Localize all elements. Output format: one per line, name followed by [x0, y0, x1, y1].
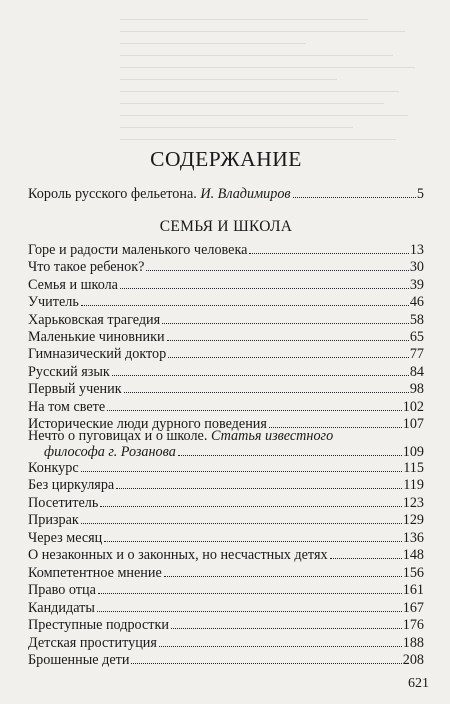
toc-page-number: 136	[402, 529, 424, 546]
toc-entry[interactable]	[28, 329, 424, 346]
toc-page-number: 156	[402, 564, 424, 581]
leader-dots	[120, 288, 409, 289]
toc-page-number: 30	[409, 259, 424, 276]
leader-dots	[100, 506, 401, 507]
special-title-italic-2: философа г. Розанова	[44, 444, 176, 460]
toc-entry-title: О незаконных и о законных, но несчастных детях	[28, 547, 328, 564]
page-number: 621	[408, 676, 429, 691]
toc-entry-title: Преступные подростки	[28, 617, 169, 634]
toc-entry-title: Право отца	[28, 582, 96, 599]
leader-dots	[171, 628, 402, 629]
toc-entry-title: Конкурс	[28, 460, 79, 476]
toc-entry[interactable]	[28, 530, 424, 547]
leader-dots	[124, 392, 409, 393]
toc-entry-title: Через месяц	[28, 529, 103, 546]
toc-entry[interactable]	[28, 259, 424, 276]
leader-dots	[146, 270, 408, 271]
toc-entry-title: Русский язык	[28, 363, 110, 380]
leader-dots	[116, 488, 402, 489]
toc-page-number: 208	[402, 651, 424, 668]
toc-page-number: 58	[409, 311, 424, 328]
leader-dots	[249, 253, 408, 254]
toc-entry-title: Гимназический доктор	[28, 346, 167, 363]
toc-page-number: 84	[409, 363, 424, 380]
toc-entry-title: Учитель	[28, 294, 79, 311]
toc-entry-title: На том свете	[28, 398, 106, 415]
leader-dots	[112, 375, 409, 376]
leader-dots	[178, 455, 402, 456]
toc-entry[interactable]	[28, 477, 424, 494]
toc-page-number: 115	[403, 460, 424, 476]
toc-page-number: 109	[402, 444, 424, 460]
intro-author: И. Владимиров	[200, 186, 291, 202]
toc-entry[interactable]	[28, 652, 424, 669]
toc-entry[interactable]	[28, 346, 424, 363]
section-title: СЕМЬЯ И ШКОЛА	[159, 218, 293, 235]
toc-entry[interactable]	[28, 399, 424, 416]
toc-entry-title: Первый ученик	[28, 381, 122, 398]
toc-page-number: 102	[402, 398, 424, 415]
toc-entry[interactable]	[28, 565, 424, 582]
toc-entry[interactable]	[28, 242, 424, 259]
leader-dots	[98, 593, 402, 594]
toc-page-number: 39	[409, 276, 424, 293]
toc-entry-special-line2[interactable]	[44, 444, 424, 461]
leader-dots	[330, 558, 402, 559]
toc-page-number: 123	[402, 494, 424, 511]
toc-entry[interactable]	[28, 381, 424, 398]
toc-page-number: 167	[402, 599, 424, 616]
toc-entry-title: Кандидаты	[28, 599, 95, 616]
toc-entry-title: Харьковская трагедия	[28, 311, 161, 328]
toc-entry-title: Что такое ребенок?	[28, 259, 145, 276]
toc-page-number: 107	[402, 416, 424, 432]
leader-dots	[131, 663, 401, 664]
intro-title: Король русского фельетона.	[28, 186, 201, 202]
leader-dots	[81, 523, 402, 524]
toc-entry[interactable]	[28, 294, 424, 311]
toc-entry[interactable]	[28, 635, 424, 652]
toc-entry-title	[44, 444, 176, 461]
toc-entry-title: Детская проституция	[28, 634, 157, 651]
toc-entry[interactable]	[28, 617, 424, 634]
toc-page-number: 176	[402, 617, 424, 634]
toc-entry[interactable]	[28, 600, 424, 617]
leader-dots	[159, 646, 402, 647]
toc-entry[interactable]	[28, 460, 424, 477]
toc-entry-intro[interactable]	[28, 186, 424, 203]
leader-dots	[164, 576, 402, 577]
leader-dots	[162, 323, 409, 324]
toc-page-number: 77	[409, 346, 424, 363]
toc-page-number: 5	[416, 186, 424, 202]
leader-dots	[167, 340, 409, 341]
toc-entry-title: Семья и школа	[28, 276, 118, 293]
toc-entry-title: Маленькие чиновники	[28, 329, 165, 345]
leader-dots	[293, 197, 416, 198]
toc-page-number: 13	[409, 242, 424, 258]
toc-page-number: 129	[402, 512, 424, 529]
toc-page-number: 46	[409, 294, 424, 311]
toc-page-number: 188	[402, 634, 424, 651]
toc-entry[interactable]	[28, 495, 424, 512]
toc-entry-title: Компетентное мнение	[28, 564, 162, 581]
toc-entry[interactable]	[28, 364, 424, 381]
leader-dots	[104, 541, 401, 542]
leader-dots	[168, 357, 409, 358]
toc-entry-special-line1[interactable]	[28, 428, 424, 445]
toc-entry-title	[28, 186, 291, 203]
leader-dots	[97, 611, 402, 612]
show-through-text	[120, 8, 430, 158]
toc-page-number: 119	[403, 477, 424, 494]
toc-entry[interactable]	[28, 547, 424, 564]
toc-entry[interactable]	[28, 582, 424, 599]
toc-page-number: 161	[402, 582, 424, 599]
toc-entry[interactable]	[28, 312, 424, 329]
toc-entry-title: Без циркуляра	[28, 477, 115, 494]
toc-page-number: 98	[409, 381, 424, 398]
toc-entry-title: Брошенные дети	[28, 651, 130, 668]
special-title-italic: Статья известного	[210, 428, 334, 444]
toc-entry-title: Горе и радости маленького человека	[28, 242, 248, 258]
toc-entry-title: Призрак	[28, 512, 79, 529]
page-title: СОДЕРЖАНИЕ	[150, 147, 302, 171]
toc-entry-title: Посетитель	[28, 494, 99, 511]
toc-page-number: 65	[409, 329, 424, 345]
toc-page-number: 148	[402, 547, 424, 564]
leader-dots	[107, 410, 402, 411]
toc-entry[interactable]	[28, 512, 424, 529]
leader-dots	[81, 305, 409, 306]
toc-entry[interactable]	[28, 277, 424, 294]
toc-entry-title: Исторические люди дурного поведения	[28, 416, 267, 432]
leader-dots	[81, 471, 403, 472]
special-title-plain: Нечто о пуговицах и о школе.	[28, 428, 211, 444]
